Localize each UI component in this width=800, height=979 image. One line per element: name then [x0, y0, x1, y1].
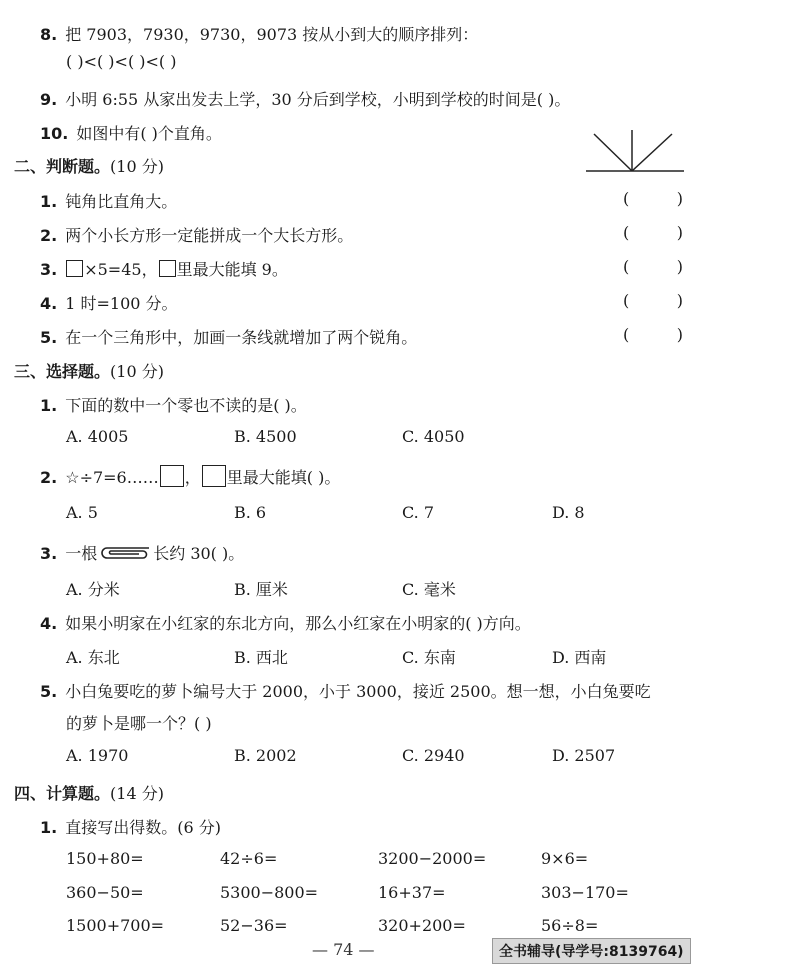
judge-answer-1[interactable]	[623, 189, 683, 208]
question-8	[40, 22, 478, 45]
option-d[interactable]: D. 8	[552, 503, 585, 522]
section-title: 三、选择题。	[14, 362, 111, 381]
section-2-heading	[14, 154, 164, 177]
item-number: 2.	[40, 226, 58, 245]
question-text: 小白兔要吃的萝卜编号大于 2000，小于 3000，接近 2500。想一想，小白兔要吃	[65, 682, 651, 701]
page-number: — 74 —	[312, 940, 375, 959]
question-text: 把 7903，7930，9730，9073 按从小到大的顺序排列：	[65, 25, 479, 44]
question-number: 4.	[40, 614, 58, 633]
question-number: 1.	[40, 396, 58, 415]
option-d[interactable]: D. 2507	[552, 746, 616, 765]
item-text: 两个小长方形一定能拼成一个大长方形。	[65, 226, 354, 245]
choice-question-5	[40, 679, 651, 702]
question-text-part2: 里最大能填( )。	[226, 468, 341, 487]
option-b[interactable]: B. 6	[234, 503, 267, 522]
option-d[interactable]: D. 西南	[552, 648, 607, 667]
calc-item[interactable]: 52−36=	[220, 916, 288, 935]
item-number: 5.	[40, 328, 58, 347]
answer-blanks[interactable]: ( )<( )<( )<( )	[66, 52, 177, 71]
question-text: 如果小明家在小红家的东北方向，那么小红家在小明家的( )方向。	[65, 614, 531, 633]
right-angle-figure	[586, 128, 686, 178]
calc-item[interactable]: 56÷8=	[541, 916, 599, 935]
question-number: 10.	[40, 124, 69, 143]
guide-badge: 全书辅导(导学号:8139764)	[492, 938, 691, 964]
judge-answer-3[interactable]	[623, 257, 683, 276]
item-text: 钝角比直角大。	[65, 192, 178, 211]
blank-square-box[interactable]	[159, 260, 176, 277]
item-number: 3.	[40, 260, 58, 279]
question-9	[40, 87, 570, 110]
question-10	[40, 121, 222, 144]
judge-item-4	[40, 291, 178, 314]
blank-square-box[interactable]	[160, 465, 184, 487]
section-3-heading	[14, 359, 164, 382]
question-text-part2: 长约 30( )。	[153, 544, 245, 563]
section-score: (14 分)	[110, 784, 164, 803]
question-text-continued: 的萝卜是哪一个？( )	[66, 714, 212, 733]
option-a[interactable]: A. 4005	[66, 427, 129, 446]
paren-left: (	[623, 189, 630, 208]
question-text: 直接写出得数。(6 分)	[65, 818, 221, 837]
calc-item[interactable]: 360−50=	[66, 883, 144, 902]
item-number: 1.	[40, 192, 58, 211]
section-score: (10 分)	[110, 157, 164, 176]
option-b[interactable]: B. 西北	[234, 648, 288, 667]
item-text: 1 时=100 分。	[65, 294, 178, 313]
calc-item[interactable]: 3200−2000=	[378, 849, 487, 868]
option-c[interactable]: C. 4050	[402, 427, 465, 446]
choice-question-1	[40, 393, 307, 416]
item-number: 4.	[40, 294, 58, 313]
blank-square-box[interactable]	[66, 260, 83, 277]
question-text-comma: ，	[184, 468, 201, 487]
option-b[interactable]: B. 4500	[234, 427, 297, 446]
blank-square-box[interactable]	[202, 465, 226, 487]
item-text-part2: 里最大能填 9。	[176, 260, 288, 279]
question-number: 9.	[40, 90, 58, 109]
item-text-part1: ×5=45，	[84, 260, 158, 279]
choice-question-3	[40, 541, 244, 564]
option-c[interactable]: C. 7	[402, 503, 435, 522]
option-c[interactable]: C. 东南	[402, 648, 456, 667]
paren-right: )	[676, 325, 683, 344]
question-number: 5.	[40, 682, 58, 701]
option-a[interactable]: A. 分米	[66, 580, 120, 599]
question-number: 3.	[40, 544, 58, 563]
section-title: 二、判断题。	[14, 157, 111, 176]
choice-question-4	[40, 611, 531, 634]
question-number: 2.	[40, 468, 58, 487]
section-title: 四、计算题。	[14, 784, 111, 803]
judge-item-3	[40, 257, 288, 280]
paperclip-icon	[99, 544, 151, 562]
calc-item[interactable]: 303−170=	[541, 883, 629, 902]
paren-left: (	[623, 291, 630, 310]
judge-item-2	[40, 223, 353, 246]
paren-left: (	[623, 257, 630, 276]
item-text: 在一个三角形中，加画一条线就增加了两个锐角。	[65, 328, 418, 347]
judge-item-1	[40, 189, 177, 212]
section-score: (10 分)	[110, 362, 164, 381]
option-c[interactable]: C. 毫米	[402, 580, 456, 599]
question-text: 如图中有( )个直角。	[76, 124, 222, 143]
paren-left: (	[623, 325, 630, 344]
judge-answer-5[interactable]	[623, 325, 683, 344]
section-4-heading	[14, 781, 164, 804]
judge-answer-2[interactable]	[623, 223, 683, 242]
paren-right: )	[676, 257, 683, 276]
option-a[interactable]: A. 东北	[66, 648, 120, 667]
option-a[interactable]: A. 1970	[66, 746, 129, 765]
question-number: 8.	[40, 25, 58, 44]
paren-right: )	[676, 189, 683, 208]
paren-right: )	[676, 291, 683, 310]
option-c[interactable]: C. 2940	[402, 746, 465, 765]
option-b[interactable]: B. 厘米	[234, 580, 288, 599]
calc-item[interactable]: 42÷6=	[220, 849, 278, 868]
calc-item[interactable]: 320+200=	[378, 916, 466, 935]
paren-left: (	[623, 223, 630, 242]
calc-item[interactable]: 1500+700=	[66, 916, 165, 935]
calc-item[interactable]: 5300−800=	[220, 883, 319, 902]
option-b[interactable]: B. 2002	[234, 746, 297, 765]
judge-answer-4[interactable]	[623, 291, 683, 310]
choice-question-2	[40, 465, 340, 488]
question-number: 1.	[40, 818, 58, 837]
option-a[interactable]: A. 5	[66, 503, 98, 522]
calc-item[interactable]: 150+80=	[66, 849, 144, 868]
judge-item-5	[40, 325, 417, 348]
paren-right: )	[676, 223, 683, 242]
question-text: 小明 6:55 从家出发去上学，30 分后到学校，小明到学校的时间是( )。	[65, 90, 571, 109]
calc-item[interactable]: 16+37=	[378, 883, 446, 902]
question-text: 下面的数中一个零也不读的是( )。	[65, 396, 307, 415]
calc-question-1	[40, 815, 221, 838]
question-text-part1: ☆÷7=6……	[65, 468, 159, 487]
question-text-part1: 一根	[65, 544, 98, 563]
calc-item[interactable]: 9×6=	[541, 849, 589, 868]
